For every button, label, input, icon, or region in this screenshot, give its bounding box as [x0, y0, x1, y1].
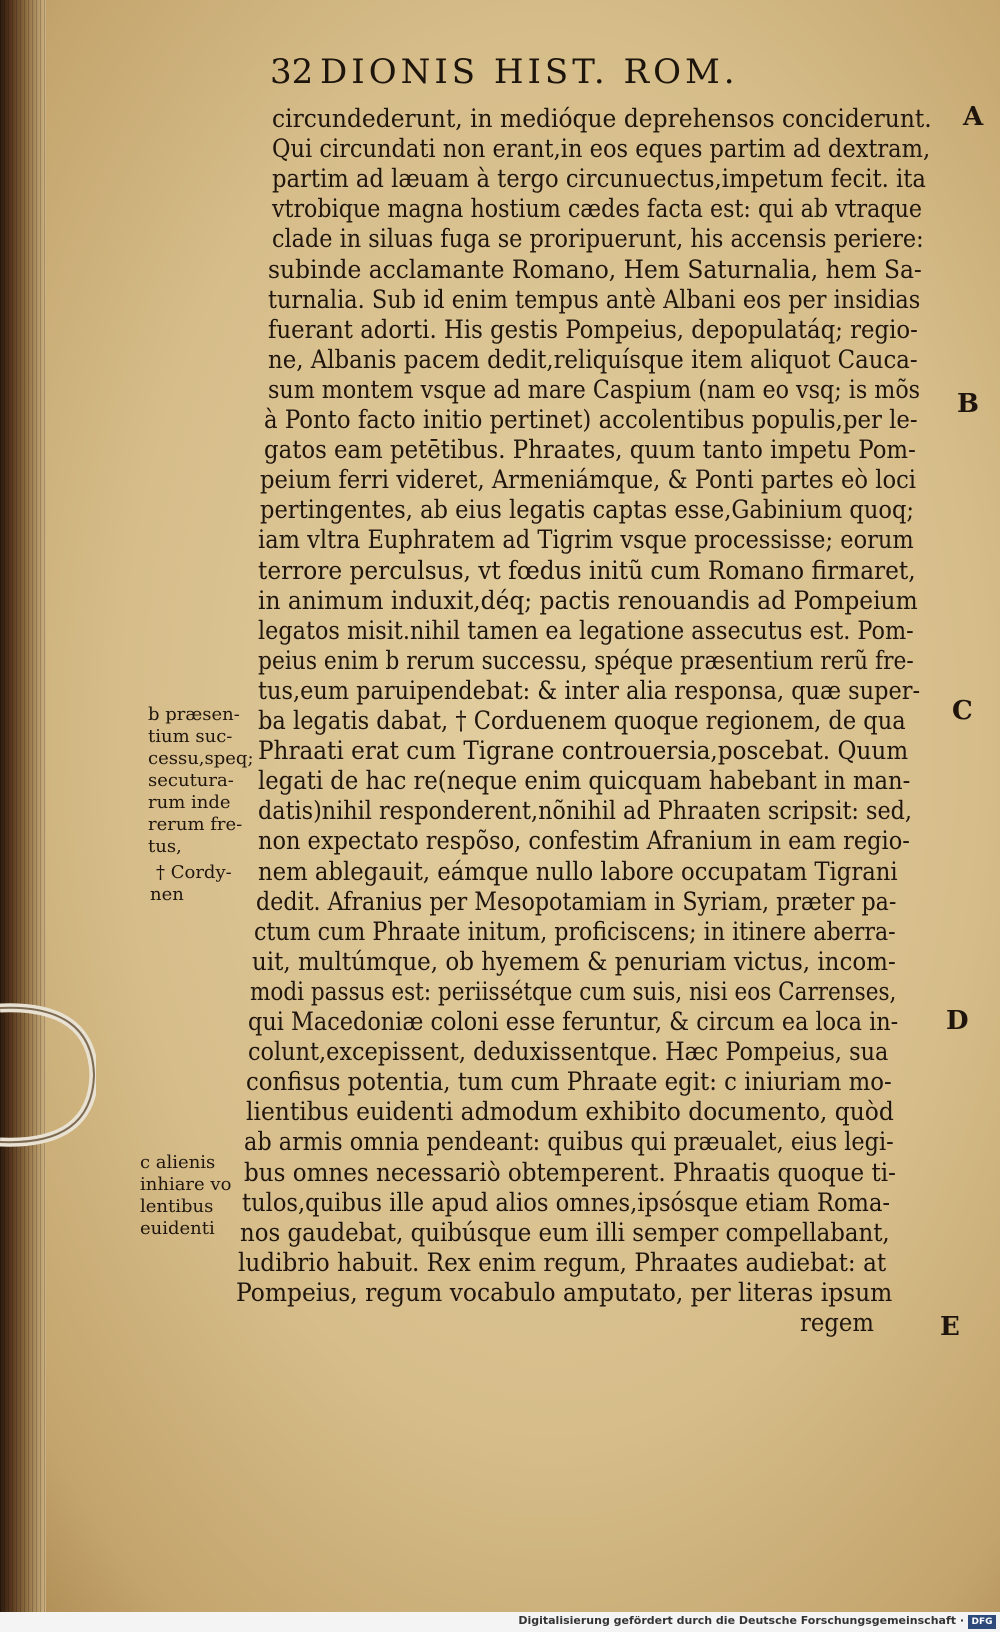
text-line: legatos misit.nihil tamen ea legatione assecutus est. Pom- [258, 615, 914, 646]
side-note-line: rerum fre- [148, 814, 243, 835]
side-note-line: euidenti [140, 1218, 215, 1239]
section-letter: B [957, 389, 979, 419]
side-note-line: nen [150, 884, 184, 905]
text-line: peium ferri videret, Armeniámque, & Ponti partes eò loci [260, 465, 917, 496]
text-line: datis)nihil responderent,nõnihil ad Phraaten scripsit: sed, [258, 796, 913, 827]
section-letter: D [946, 1006, 969, 1036]
text-line: peius enim b rerum successu, spéque præsentium rerũ fre- [258, 645, 914, 676]
text-line: confisus potentia, tum cum Phraate egit: c iniuriam mo- [246, 1067, 892, 1098]
text-line: circundederunt, in medióque deprehensos conciderunt. [272, 104, 932, 134]
text-line: gatos eam petētibus. Phraates, quum tanto impetu Pom- [264, 435, 916, 466]
text-line: ba legatis dabat, † Corduenem quoque regionem, de qua [258, 706, 906, 736]
text-line: ludibrio habuit. Rex enim regum, Phraates audiebat: at [238, 1247, 887, 1278]
text-line: nem ablegauit, eámque nullo labore occupatam Tigrani [258, 856, 898, 887]
text-line: colunt,excepissent, deduxissentque. Hæc Pompeius, sua [248, 1037, 889, 1068]
text-line: lientibus euidenti admodum exhibito documento, quòd [246, 1097, 894, 1128]
text-line: regem [800, 1308, 874, 1338]
text-line: tulos,quibus ille apud alios omnes,ipsósque etiam Roma- [242, 1187, 891, 1218]
page-edges [0, 0, 46, 1632]
side-note-line: lentibus [140, 1196, 214, 1217]
text-line: sum montem vsque ad mare Caspium (nam eo vsq; is mõs [268, 374, 921, 405]
side-note-line: c alienis [140, 1152, 216, 1173]
text-line: iam vltra Euphratem ad Tigrim vsque processisse; eorum [258, 525, 914, 556]
text-line: uit, multúmque, ob hyemem & penuriam victus, incom- [252, 946, 896, 977]
text-line: non expectato respõso, confestim Afranium in eam regio- [258, 826, 910, 857]
side-note-line: † Cordy- [156, 862, 232, 883]
side-note-line: rum inde [148, 792, 231, 813]
footer-credit: Digitalisierung gefördert durch die Deutsche Forschungsgemeinschaft · [518, 1614, 964, 1627]
text-line: vtrobique magna hostium cædes facta est: qui ab vtraque [272, 194, 923, 225]
text-line: ctum cum Phraate initum, proficiscens; in itinere aberra- [254, 916, 896, 947]
text-line: partim ad læuam à tergo circunuectus,impetum fecit. ita [272, 164, 926, 195]
side-note-line: b præsen- [148, 704, 240, 725]
dfg-logo: DFG [968, 1615, 996, 1629]
text-line: ab armis omnia pendeant: quibus qui præualet, eius legi- [244, 1127, 894, 1158]
text-line: turnalia. Sub id enim tempus antè Albani eos per insidias [268, 284, 921, 315]
text-line: dedit. Afranius per Mesopotamiam in Syriam, præter pa- [256, 886, 897, 917]
page-number: 32 [270, 52, 314, 92]
running-head: DIONIS HIST. ROM. [320, 52, 739, 92]
text-line: modi passus est: periissétque cum suis, nisi eos Carrenses, [250, 976, 897, 1007]
side-note-line: secutura- [148, 770, 234, 791]
text-line: terrore perculsus, vt fœdus initũ cum Romano firmaret, [258, 555, 916, 586]
text-line: pertingentes, ab eius legatis captas esse,Gabinium quoq; [260, 495, 915, 526]
text-line: nos gaudebat, quibúsque eum illi semper compellabant, [240, 1217, 890, 1248]
section-letter: E [940, 1312, 960, 1342]
text-line: subinde acclamante Romano, Hem Saturnalia, hem Sa- [268, 254, 922, 285]
text-line: bus omnes necessariò obtemperent. Phraatis quoque ti- [244, 1157, 896, 1188]
text-line: à Ponto facto initio pertinet) accolentibus populis,per le- [264, 405, 918, 435]
text-line: clade in siluas fuga se proripuerunt, his accensis periere: [272, 224, 924, 255]
text-line: fuerant adorti. His gestis Pompeius, depopulatáq; regio- [268, 314, 918, 345]
text-line: Pompeius, regum vocabulo amputato, per literas ipsum [236, 1277, 893, 1308]
side-note-line: tus, [148, 836, 182, 857]
side-note-line: cessu,speq; [148, 748, 254, 769]
text-line: legati de hac re(neque enim quicquam habebant in man- [258, 766, 911, 797]
text-line: Qui circundati non erant,in eos eques partim ad dextram, [272, 134, 931, 165]
page-header [270, 52, 870, 102]
side-note-line: tium suc- [148, 726, 233, 747]
footer-bar [0, 1612, 1000, 1632]
page-clip [0, 1000, 96, 1150]
section-letter: A [963, 102, 984, 132]
side-note-line: inhiare vo [140, 1174, 232, 1195]
text-line: qui Macedoniæ coloni esse feruntur, & circum ea loca in- [248, 1007, 899, 1037]
text-line: Phraati erat cum Tigrane controuersia,poscebat. Quum [258, 736, 909, 767]
text-line: ne, Albanis pacem dedit,reliquísque item aliquot Cauca- [268, 344, 918, 375]
section-letter: C [952, 696, 973, 726]
text-line: in animum induxit,déq; pactis renouandis ad Pompeium [258, 585, 918, 616]
text-line: tus,eum paruipendebat: & inter alia responsa, quæ super- [258, 675, 921, 706]
